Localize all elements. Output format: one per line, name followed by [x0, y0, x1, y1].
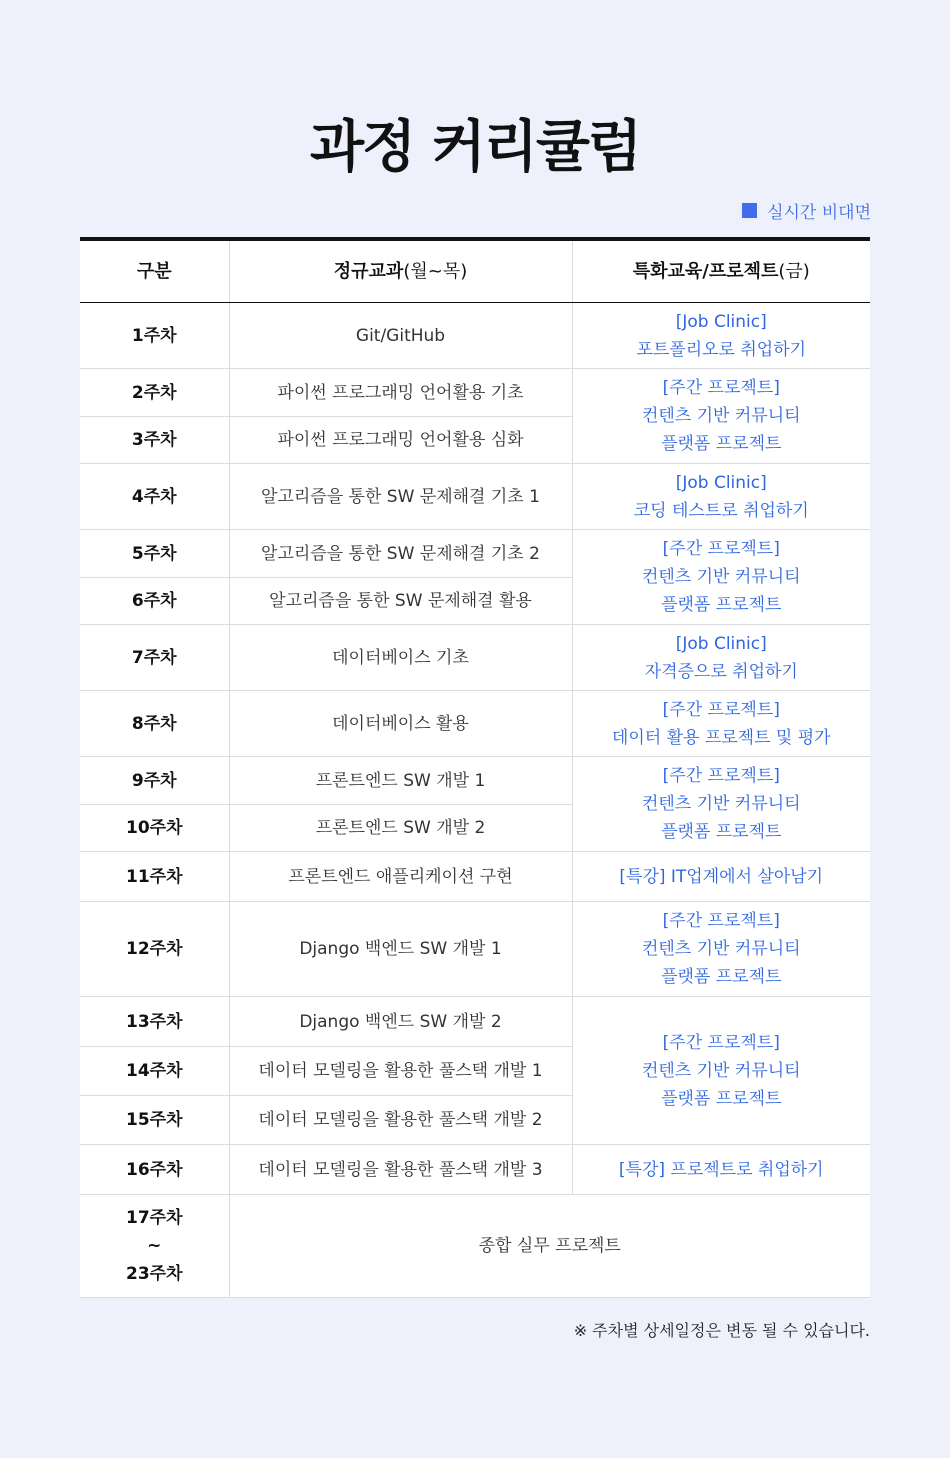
regular-cell: 데이터 모델링을 활용한 풀스택 개발 1	[229, 1047, 572, 1096]
week-cell: 2주차	[80, 369, 229, 417]
regular-cell: 데이터 모델링을 활용한 풀스택 개발 3	[229, 1145, 572, 1195]
special-cell	[572, 464, 870, 530]
special-cell	[572, 757, 870, 852]
regular-cell: 데이터베이스 기초	[229, 625, 572, 691]
special-cell	[572, 369, 870, 464]
special-line: 데이터 활용 프로젝트 및 평가	[611, 727, 831, 748]
week-cell: 9주차	[80, 757, 229, 805]
special-line: [주간 프로젝트]	[662, 378, 780, 398]
regular-cell: 프론트엔드 SW 개발 2	[229, 805, 572, 852]
week-cell: 3주차	[80, 417, 229, 464]
table-header-row	[80, 239, 870, 303]
legend	[742, 198, 871, 223]
special-line: 자격증으로 취업하기	[644, 661, 798, 682]
week-cell: 7주차	[80, 625, 229, 691]
special-cell	[572, 303, 870, 369]
table-row	[80, 530, 870, 578]
page-title: 과정 커리큘럼	[309, 115, 641, 180]
week-cell: 4주차	[80, 464, 229, 530]
week-cell: 1주차	[80, 303, 229, 369]
special-cell	[572, 997, 870, 1145]
regular-cell: 데이터베이스 활용	[229, 691, 572, 757]
special-line: [특강] 프로젝트로 취업하기	[618, 1159, 824, 1180]
table-row	[80, 691, 870, 757]
special-cell	[572, 1145, 870, 1195]
week-cell: 15주차	[80, 1096, 229, 1145]
special-line: [Job Clinic]	[675, 472, 767, 493]
week-cell: 13주차	[80, 997, 229, 1047]
header-special-days: (금)	[778, 260, 810, 282]
week-cell: 6주차	[80, 578, 229, 625]
week-cell: 14주차	[80, 1047, 229, 1096]
special-line: [주간 프로젝트]	[662, 1032, 780, 1053]
curriculum-table	[80, 237, 870, 1298]
week-cell: 12주차	[80, 902, 229, 997]
regular-cell: Django 백엔드 SW 개발 2	[229, 997, 572, 1047]
footnote: ※ 주차별 상세일정은 변동 될 수 있습니다.	[573, 1321, 870, 1340]
header-special-main: 특화교육/프로젝트	[632, 260, 779, 282]
regular-cell: 데이터 모델링을 활용한 풀스택 개발 2	[229, 1096, 572, 1145]
regular-cell: Git/GitHub	[229, 303, 572, 369]
week-cell: 5주차	[80, 530, 229, 578]
special-line: 포트폴리오로 취업하기	[636, 339, 807, 360]
special-line: [Job Clinic]	[675, 311, 767, 332]
table-row	[80, 303, 870, 369]
special-line: [Job Clinic]	[675, 633, 767, 654]
project-cell: 종합 실무 프로젝트	[229, 1195, 870, 1298]
special-cell	[572, 530, 870, 625]
special-line: 컨텐츠 기반 커뮤니티	[641, 939, 801, 959]
regular-cell: 프론트엔드 애플리케이션 구현	[229, 852, 572, 902]
special-line: 코딩 테스트로 취업하기	[633, 500, 809, 521]
special-cell	[572, 625, 870, 691]
special-line: [주간 프로젝트]	[662, 699, 780, 720]
header-special	[572, 239, 870, 303]
regular-cell: 프론트엔드 SW 개발 1	[229, 757, 572, 805]
header-regular-main: 정규교과	[333, 260, 404, 282]
week-cell: 11주차	[80, 852, 229, 902]
special-cell	[572, 691, 870, 757]
week-cell	[80, 1195, 229, 1298]
week-start: 17주차	[125, 1208, 183, 1228]
header-regular	[229, 239, 572, 303]
header-regular-days: (월~목)	[403, 260, 468, 282]
special-cell	[572, 902, 870, 997]
table-row	[80, 369, 870, 417]
regular-cell: 알고리즘을 통한 SW 문제해결 활용	[229, 578, 572, 625]
special-line: [주간 프로젝트]	[662, 766, 780, 786]
special-line: 컨텐츠 기반 커뮤니티	[641, 794, 801, 814]
table-row	[80, 852, 870, 902]
special-line: [주간 프로젝트]	[662, 911, 780, 931]
special-cell	[572, 852, 870, 902]
table-row	[80, 1195, 870, 1298]
special-line: 컨텐츠 기반 커뮤니티	[641, 406, 801, 426]
regular-cell: Django 백엔드 SW 개발 1	[229, 902, 572, 997]
special-line: 플랫폼 프로젝트	[661, 822, 782, 842]
regular-cell: 파이썬 프로그래밍 언어활용 심화	[229, 417, 572, 464]
table-row	[80, 902, 870, 997]
regular-cell: 알고리즘을 통한 SW 문제해결 기초 1	[229, 464, 572, 530]
special-line: 컨텐츠 기반 커뮤니티	[641, 567, 801, 587]
header-week: 구분	[80, 239, 229, 303]
table-row	[80, 757, 870, 805]
table-row	[80, 997, 870, 1047]
special-line: 플랫폼 프로젝트	[661, 434, 782, 454]
regular-cell: 파이썬 프로그래밍 언어활용 기초	[229, 369, 572, 417]
week-cell: 10주차	[80, 805, 229, 852]
special-line: [주간 프로젝트]	[662, 539, 780, 559]
special-line: 컨텐츠 기반 커뮤니티	[641, 1060, 801, 1081]
week-end: 23주차	[125, 1264, 183, 1284]
table-row	[80, 625, 870, 691]
legend-label: 실시간 비대면	[767, 203, 871, 223]
legend-swatch	[742, 203, 757, 218]
week-separator: ~	[147, 1236, 162, 1256]
week-cell: 8주차	[80, 691, 229, 757]
table-row	[80, 1145, 870, 1195]
special-line: [특강] IT업계에서 살아남기	[619, 866, 824, 887]
special-line: 플랫폼 프로젝트	[661, 967, 782, 987]
special-line: 플랫폼 프로젝트	[661, 595, 782, 615]
special-line: 플랫폼 프로젝트	[661, 1088, 782, 1109]
regular-cell: 알고리즘을 통한 SW 문제해결 기초 2	[229, 530, 572, 578]
week-cell: 16주차	[80, 1145, 229, 1195]
table-row	[80, 464, 870, 530]
